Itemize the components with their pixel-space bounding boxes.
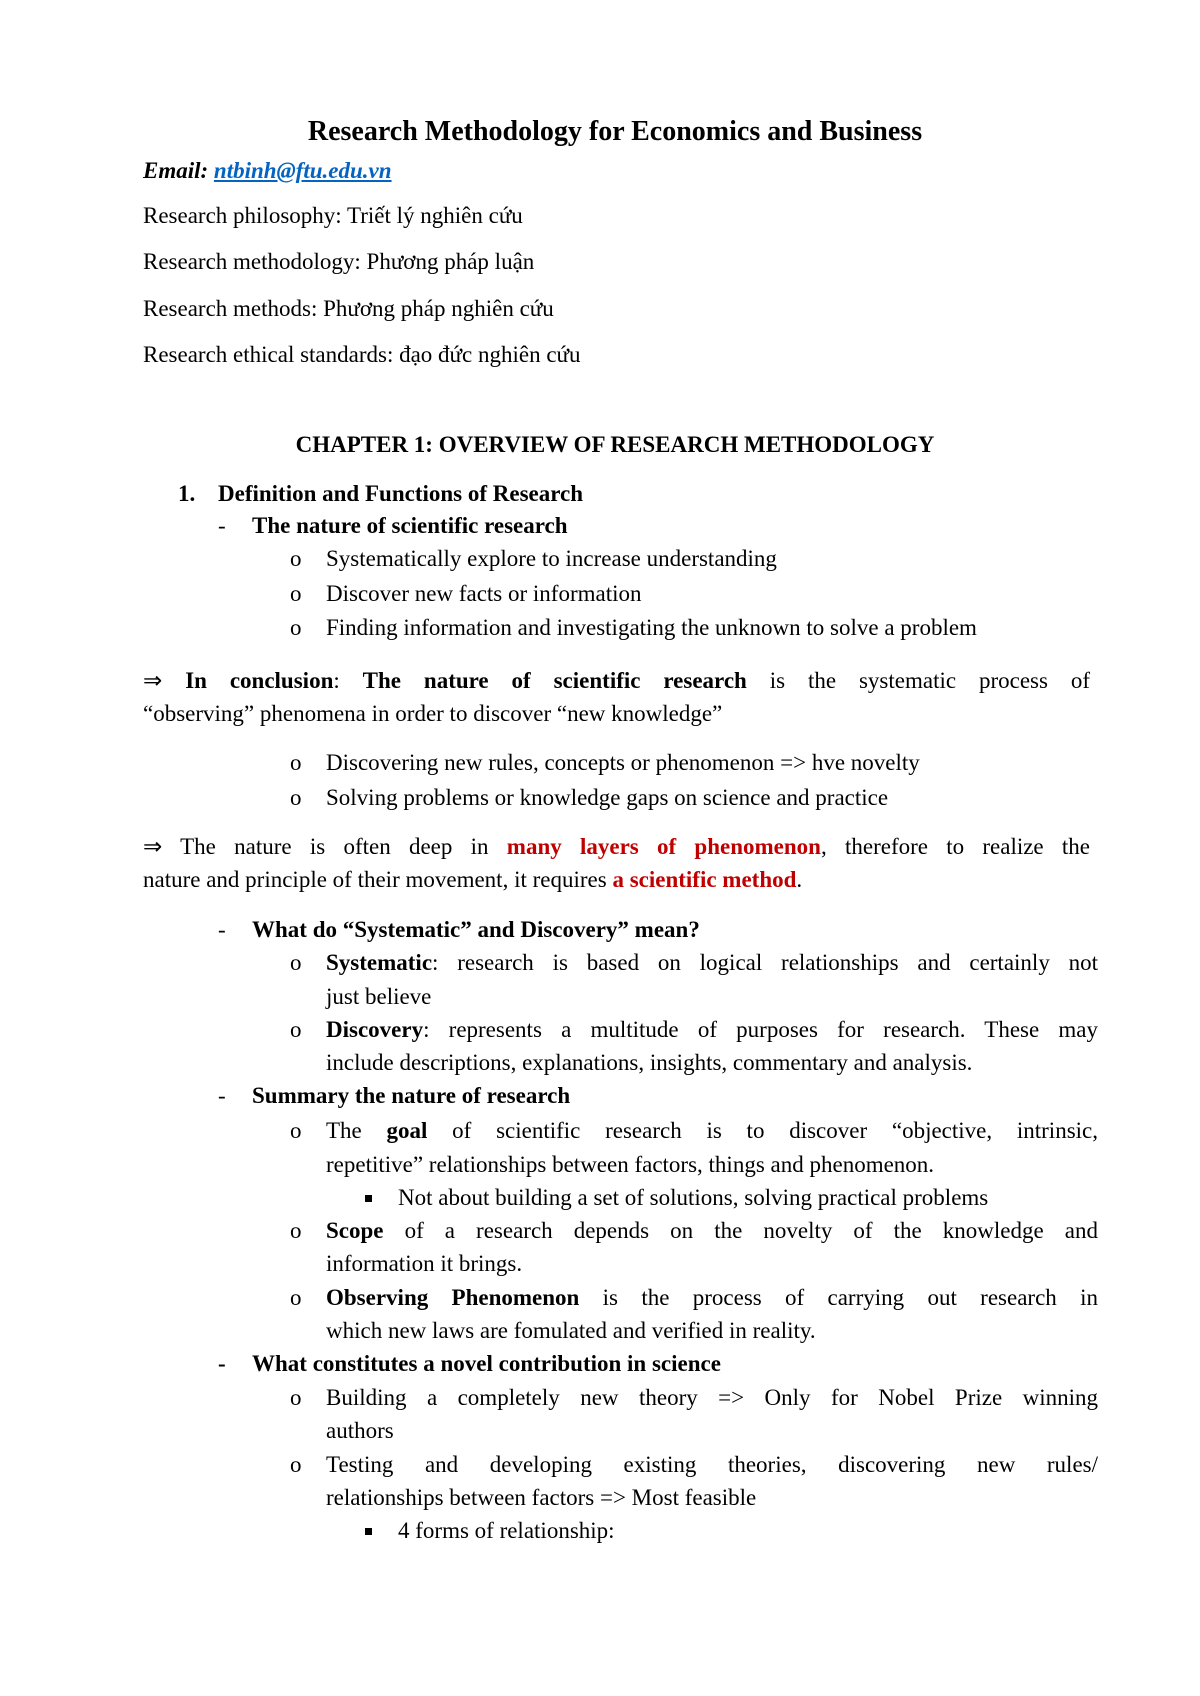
chapter-heading: CHAPTER 1: OVERVIEW OF RESEARCH METHODOLOGY bbox=[295, 432, 935, 457]
conclusion-text: is the systematic process of bbox=[746, 668, 1091, 693]
highlight-text: a scientific method bbox=[612, 867, 797, 892]
list-item bbox=[326, 1114, 1098, 1148]
item-text: of a research depends on the novelty of the knowledge and bbox=[383, 1218, 1098, 1243]
list-item-continuation: just believe bbox=[326, 984, 432, 1009]
circle-bullet: o bbox=[290, 1118, 302, 1143]
circle-bullet: o bbox=[290, 785, 302, 810]
list-item: Building a completely new theory => Only for Nobel Prize winning bbox=[326, 1385, 1098, 1410]
circle-bullet: o bbox=[290, 950, 302, 975]
list-item bbox=[326, 1214, 1098, 1248]
deep-text: . bbox=[796, 867, 803, 892]
circle-bullet: o bbox=[290, 1017, 302, 1042]
subheading-nature: The nature of scientific research bbox=[252, 513, 568, 538]
list-item: Discover new facts or information bbox=[326, 581, 642, 606]
list-item-continuation: relationships between factors => Most feasible bbox=[326, 1485, 757, 1510]
circle-bullet: o bbox=[290, 615, 302, 640]
circle-bullet: o bbox=[290, 1385, 302, 1410]
list-item: Solving problems or knowledge gaps on science and practice bbox=[326, 785, 889, 810]
circle-bullet: o bbox=[290, 1285, 302, 1310]
sub-list-item: 4 forms of relationship: bbox=[398, 1518, 615, 1543]
conclusion-line-1 bbox=[143, 664, 1090, 698]
glossary-item: Research ethical standards: đạo đức nghiên cứu bbox=[143, 342, 581, 367]
deep-text: nature and principle of their movement, it requires bbox=[143, 867, 613, 892]
dash-marker: - bbox=[218, 1351, 226, 1376]
list-item-continuation: information it brings. bbox=[326, 1251, 523, 1276]
item-text: of scientific research is to discover “objective, intrinsic, bbox=[427, 1118, 1098, 1143]
list-item: Finding information and investigating the unknown to solve a problem bbox=[326, 615, 977, 640]
deep-text: The nature is often deep in bbox=[162, 834, 507, 859]
arrow-glyph: ⇒ bbox=[143, 668, 163, 693]
list-item-continuation: include descriptions, explanations, insights, commentary and analysis. bbox=[326, 1050, 973, 1075]
subheading-summary: Summary the nature of research bbox=[252, 1083, 571, 1108]
list-item: Testing and developing existing theories, discovering new rules/ bbox=[326, 1452, 1098, 1477]
conclusion-subject: The nature of scientific research bbox=[362, 668, 747, 693]
deep-line-1 bbox=[143, 830, 1090, 864]
document-title: Research Methodology for Economics and Business bbox=[307, 116, 923, 147]
conclusion-label: In conclusion bbox=[185, 668, 334, 693]
term: Systematic bbox=[326, 950, 433, 975]
circle-bullet: o bbox=[290, 581, 302, 606]
item-text: : represents a multitude of purposes for research. These may bbox=[423, 1017, 1098, 1042]
item-text: The bbox=[326, 1118, 387, 1143]
list-item: Discovering new rules, concepts or phenomenon => hve novelty bbox=[326, 750, 920, 775]
circle-bullet: o bbox=[290, 1218, 302, 1243]
glossary-item: Research methodology: Phương pháp luận bbox=[143, 249, 535, 274]
square-bullet bbox=[365, 1528, 372, 1535]
item-text: : research is based on logical relationships and certainly not bbox=[432, 950, 1098, 975]
circle-bullet: o bbox=[290, 1452, 302, 1477]
item-text: is the process of carrying out research in bbox=[579, 1285, 1098, 1310]
email-link[interactable]: ntbinh@ftu.edu.vn bbox=[213, 158, 392, 183]
deep-text: , therefore to realize the bbox=[820, 834, 1090, 859]
section-number: 1. bbox=[178, 481, 196, 506]
list-item bbox=[326, 1013, 1098, 1047]
square-bullet bbox=[365, 1195, 372, 1202]
conclusion-line-2: “observing” phenomena in order to discover “new knowledge” bbox=[143, 701, 723, 726]
sub-list-item: Not about building a set of solutions, solving practical problems bbox=[398, 1185, 989, 1210]
highlight-text: many layers of phenomenon bbox=[506, 834, 821, 859]
deep-line-2 bbox=[143, 863, 1090, 897]
circle-bullet: o bbox=[290, 750, 302, 775]
list-item-continuation: which new laws are fomulated and verified in reality. bbox=[326, 1318, 816, 1343]
list-item bbox=[326, 946, 1098, 980]
subheading-systematic: What do “Systematic” and Discovery” mean? bbox=[252, 917, 700, 942]
section-heading: Definition and Functions of Research bbox=[218, 481, 584, 506]
dash-marker: - bbox=[218, 1083, 226, 1108]
dash-marker: - bbox=[218, 917, 226, 942]
list-item-continuation: repetitive” relationships between factors, things and phenomenon. bbox=[326, 1152, 935, 1177]
email-label: Email: bbox=[143, 158, 209, 183]
glossary-item: Research philosophy: Triết lý nghiên cứu bbox=[143, 203, 523, 228]
list-item-continuation: authors bbox=[326, 1418, 394, 1443]
glossary-item: Research methods: Phương pháp nghiên cứu bbox=[143, 296, 554, 321]
term: Scope bbox=[326, 1218, 384, 1243]
email-line bbox=[143, 154, 1090, 188]
list-item: Systematically explore to increase understanding bbox=[326, 546, 777, 571]
circle-bullet: o bbox=[290, 546, 302, 571]
term: Discovery bbox=[326, 1017, 424, 1042]
dash-marker: - bbox=[218, 513, 226, 538]
term: goal bbox=[386, 1118, 428, 1143]
arrow-glyph: ⇒ bbox=[143, 834, 163, 859]
term: Observing Phenomenon bbox=[326, 1285, 580, 1310]
list-item bbox=[326, 1281, 1098, 1315]
subheading-novel: What constitutes a novel contribution in science bbox=[252, 1351, 721, 1376]
colon: : bbox=[333, 668, 340, 693]
